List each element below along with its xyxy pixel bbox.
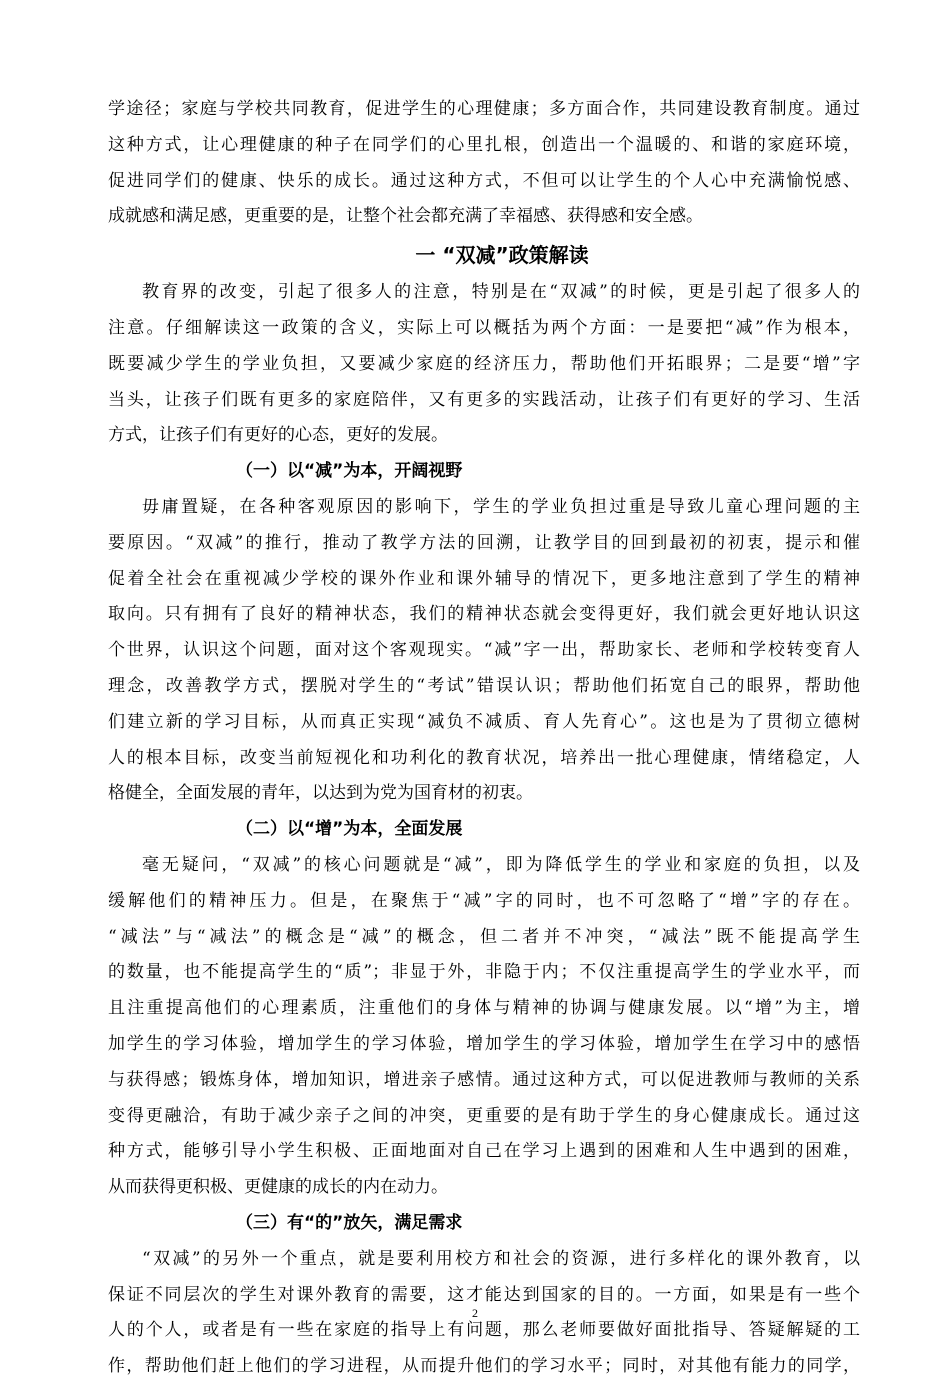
document-body	[108, 92, 860, 1385]
paragraph-line: 种方式，能够引导小学生积极、正面地面对自己在学习上遇到的困难和人生中遇到的困难，	[108, 1141, 860, 1162]
paragraph-line: 当头，让孩子们既有更多的家庭陪伴，又有更多的实践活动，让孩子们有更好的学习、生活	[108, 389, 860, 410]
paragraph-line: “减法”与“减法”的概念是“减”的概念，但二者并不冲突，“减法”既不能提高学生	[108, 926, 860, 947]
paragraph-line: 学途径；家庭与学校共同教育，促进学生的心理健康；多方面合作，共同建设教育制度。通过	[108, 99, 860, 119]
paragraph-line: 理念，改善教学方式，摆脱对学生的“考试”错误认识；帮助他们拓宽自己的眼界，帮助他	[108, 675, 860, 696]
subsection-heading: （二）以“增”为本，全面发展	[236, 819, 463, 840]
paragraph-line: 加学生的学习体验，增加学生的学习体验，增加学生的学习体验，增加学生在学习中的感悟	[108, 1033, 860, 1054]
paragraph-line: 人的根本目标，改变当前短视化和功利化的教育状况，培养出一批心理健康，情绪稳定，人	[108, 747, 860, 768]
paragraph-line: 格健全，全面发展的青年，以达到为党为国育材的初衷。	[108, 783, 533, 804]
paragraph-line: 成就感和满足感，更重要的是，让整个社会都充满了幸福感、获得感和安全感。	[108, 206, 703, 227]
paragraph-line: 既要减少学生的学业负担，又要减少家庭的经济压力，帮助他们开拓眼界；二是要“增”字	[108, 353, 860, 374]
paragraph-line: 促进同学们的健康、快乐的成长。通过这种方式，不但可以让学生的个人心中充满愉悦感、	[108, 170, 860, 191]
paragraph-line: 个世界，认识这个问题，面对这个客观现实。“减”字一出，帮助家长、老师和学校转变育人	[108, 640, 860, 661]
section-heading: 一 “双减”政策解读	[415, 243, 589, 268]
paragraph-line: 毫无疑问，“双减”的核心问题就是“减”，即为降低学生的学业和家庭的负担，以及	[142, 854, 860, 875]
paragraph-line: 从而获得更积极、更健康的成长的内在动力。	[108, 1177, 448, 1198]
paragraph-line: 促着全社会在重视减少学校的课外作业和课外辅导的情况下，更多地注意到了学生的精神	[108, 568, 860, 589]
subsection-heading: （一）以“减”为本，开阔视野	[236, 461, 463, 482]
paragraph-line: 方式，让孩子们有更好的心态，更好的发展。	[108, 425, 448, 446]
paragraph-line: 人的个人，或者是有一些在家庭的指导上有问题，那么老师要做好面批指导、答疑解疑的工	[108, 1320, 860, 1341]
paragraph-line: 变得更融洽，有助于减少亲子之间的冲突，更重要的是有助于学生的身心健康成长。通过这	[108, 1105, 860, 1126]
paragraph-line: “双减”的另外一个重点，就是要利用校方和社会的资源，进行多样化的课外教育，以	[142, 1248, 860, 1269]
page-number: 2	[472, 1306, 478, 1320]
paragraph-line: 要原因。“双减”的推行，推动了教学方法的回溯，让教学目的回到最初的初衷，提示和催	[108, 532, 860, 553]
paragraph-line: 这种方式，让心理健康的种子在同学们的心里扎根，创造出一个温暖的、和谐的家庭环境，	[108, 134, 860, 155]
subsection-heading: （三）有“的”放矢，满足需求	[236, 1212, 463, 1233]
paragraph-line: 取向。只有拥有了良好的精神状态，我们的精神状态就会变得更好，我们就会更好地认识这	[108, 604, 860, 625]
paragraph-line: 缓解他们的精神压力。但是，在聚焦于“减”字的同时，也不可忽略了“增”字的存在。	[108, 890, 860, 911]
paragraph-line: 与获得感；锻炼身体，增加知识，增进亲子感情。通过这种方式，可以促进教师与教师的关系	[108, 1069, 860, 1090]
paragraph-line: 教育界的改变，引起了很多人的注意，特别是在“双减”的时候，更是引起了很多人的	[142, 282, 860, 303]
paragraph-line: 毋庸置疑，在各种客观原因的影响下，学生的学业负担过重是导致儿童心理问题的主	[142, 496, 860, 517]
paragraph-line: 作，帮助他们赶上他们的学习进程，从而提升他们的学习水平；同时，对其他有能力的同学，	[108, 1356, 860, 1377]
paragraph-line: 且注重提高他们的心理素质，注重他们的身体与精神的协调与健康发展。以“增”为主，增	[108, 998, 860, 1019]
paragraph-line: 的数量，也不能提高学生的“质”；非显于外，非隐于内；不仅注重提高学生的学业水平，而	[108, 962, 860, 983]
paragraph-line: 保证不同层次的学生对课外教育的需要，这才能达到国家的目的。一方面，如果是有一些个	[108, 1284, 860, 1305]
paragraph-line: 们建立新的学习目标，从而真正实现“减负不减质、育人先育心”。这也是为了贯彻立德树	[108, 711, 860, 732]
paragraph-line: 注意。仔细解读这一政策的含义，实际上可以概括为两个方面：一是要把“减”作为根本，	[108, 317, 860, 338]
